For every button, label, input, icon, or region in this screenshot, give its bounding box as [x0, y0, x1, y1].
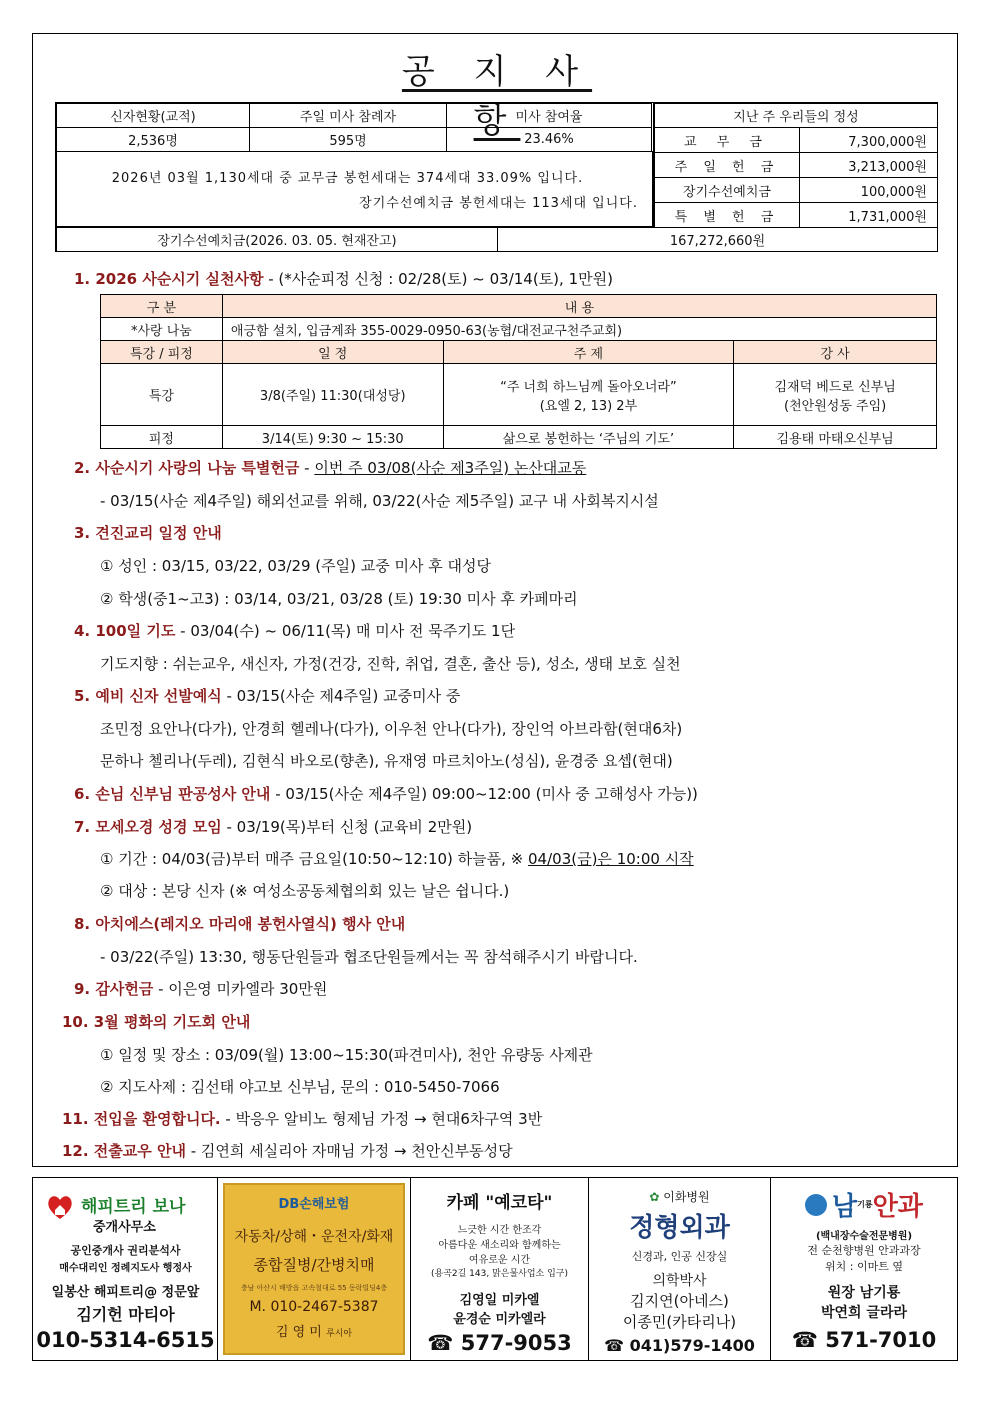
r2-date: 3/14(토) 9:30 ~ 15:30: [222, 426, 443, 449]
note-line2: 장기수선예치금 봉헌세대는 113세대 입니다.: [359, 196, 638, 211]
item-3-sub2: ② 학생(중1~고3) : 03/14, 03/21, 03/28 (토) 19:30 미사 후 카페마리: [100, 590, 578, 608]
th-content: 내 용: [222, 295, 936, 318]
item-6: [74, 783, 698, 804]
item-11-text: - 박응우 알비노 형제님 가정 → 현대6차구역 3반: [220, 1110, 543, 1128]
item-12-text: - 김연희 세실리아 자매님 가정 → 천안신부동성당: [185, 1142, 513, 1160]
td-love-content: 애긍함 설치, 입금계좌 355-0029-0950-63(농협/대전교구천주교회): [222, 318, 936, 341]
item-9: [74, 978, 327, 999]
ad5-person1: 원장 남기룡: [827, 1285, 901, 1301]
value-rate: 23.46%: [446, 127, 652, 152]
ad3-line1: 느긋한 시간 한조각: [457, 1225, 542, 1236]
th2-kind: 특강 / 피정: [101, 341, 223, 364]
item-6-title: 6. 손님 신부님 판공성사 안내: [74, 785, 271, 803]
item-7-sub1-b: 04/03(금)은 10:00 시작: [528, 850, 694, 868]
item-7: [74, 816, 472, 837]
ad1-sub: 중개사무소: [93, 1220, 156, 1235]
item-2-title: 2. 사순시기 사랑의 나눔 특별헌금: [74, 459, 300, 477]
item-12: [62, 1140, 513, 1161]
ad5-name1: 남: [832, 1192, 858, 1222]
ad2-phone: M. 010-2467-5387: [249, 1299, 379, 1315]
item-1-title: 1. 2026 사순시기 실천사항: [74, 270, 264, 288]
phone-icon: ☎: [427, 1331, 454, 1355]
r1-kind: 특강: [101, 364, 223, 426]
item-4-sub: 기도지향 : 쉬는교우, 새신자, 가정(건강, 진학, 취업, 결혼, 출산 등), 성소, 생태 보호 실천: [100, 655, 681, 673]
ad3-line4: (용곡2길 143, 맑은물사업소 입구): [430, 1269, 568, 1279]
ad-orthopedics: [589, 1178, 771, 1360]
item-11: [62, 1108, 542, 1129]
ad2-addr: 충남 아산시 배방읍 고속철대로 55 동락빌딩4층: [240, 1284, 388, 1292]
r1-topic: [443, 364, 734, 426]
r2-topic: 삶으로 봉헌하는 ‘주님의 기도’: [443, 426, 734, 449]
item-11-title: 11. 전입을 환영합니다.: [62, 1110, 221, 1128]
ad1-phone: 010-5314-6515: [36, 1328, 215, 1352]
item-10: [62, 1011, 250, 1032]
r2-kind: 피정: [101, 426, 223, 449]
ad1-person: 김기헌 마티아: [76, 1305, 175, 1324]
ad4-line2: 의학박사: [652, 1273, 707, 1289]
offering-value-2: 100,000원: [799, 177, 938, 203]
item-6-text: - 03/15(사순 제4주일) 09:00~12:00 (미사 중 고해성사 가능)): [270, 785, 698, 803]
item-10-sub2: ② 지도사제 : 김선태 야고보 신부님, 문의 : 010-5450-7066: [100, 1078, 500, 1096]
value-believers: 2,536명: [56, 127, 250, 152]
ad4-name: 정형외과: [629, 1213, 730, 1243]
phone-icon: ☎: [604, 1336, 625, 1355]
ad2-person: 김 영 미: [275, 1325, 322, 1340]
ad5-line1: (백내장수술전문병원): [815, 1231, 913, 1242]
ad1-line3: 일봉산 해피트리@ 정문앞: [51, 1285, 200, 1300]
ad5-line2: 전 순천향병원 안과과장: [807, 1244, 921, 1257]
r1-topic-line2: (요엘 2, 13) 2부: [539, 398, 638, 414]
item-3-sub1: ① 성인 : 03/15, 03/22, 03/29 (주일) 교중 미사 후 대성당: [100, 557, 491, 575]
ad4-hosp: [589, 1188, 770, 1205]
item-3: [74, 522, 222, 543]
item-7-sub2: ② 대상 : 본당 신자 (※ 여성소공동체협의회 있는 날은 쉽니다.): [100, 882, 510, 900]
item-1: [74, 268, 613, 289]
item-8-sub: - 03/22(주일) 13:30, 행동단원들과 협조단원들께서는 꼭 참석해주시기 바랍니다.: [100, 948, 638, 966]
ad1-line1: 공인중개사 권리분석사: [70, 1244, 181, 1257]
r1-lecturer: [734, 364, 937, 426]
th2-topic: 주 제: [443, 341, 734, 364]
offering-label-2: 장기수선예치금: [653, 177, 800, 203]
ad3-line2: 아름다운 새소리와 함께하는: [438, 1240, 561, 1251]
th2-lecturer: 강 사: [734, 341, 937, 364]
ad4-person1: 김지연(아네스): [630, 1292, 729, 1310]
offering-value-3: 1,731,000원: [799, 202, 938, 228]
item-3-title: 3. 견진교리 일정 안내: [74, 524, 222, 542]
r2-lecturer: 김용태 마태오신부님: [734, 426, 937, 449]
offering-label-0: 교 무 금: [653, 127, 800, 153]
item-10-title: 10. 3월 평화의 기도회 안내: [62, 1013, 251, 1031]
item-7-sub1: [100, 848, 694, 869]
header-attendees: 주일 미사 참례자: [249, 103, 447, 128]
r1-lecturer-line2: (천안원성동 주임): [784, 398, 887, 414]
item-7-text: - 03/19(목)부터 신청 (교육비 2만원): [221, 818, 473, 836]
item-5-title: 5. 예비 신자 선발예식: [74, 687, 222, 705]
sponsor-ads: [32, 1177, 958, 1361]
item-9-text: - 이은영 미카엘라 30만원: [153, 980, 328, 998]
balance-value: 167,272,660원: [497, 227, 938, 252]
ad1-name: 해피트리 보나: [81, 1197, 186, 1217]
ad2-person-wrap: [225, 1321, 403, 1340]
ad5-mid: 기룡: [857, 1200, 873, 1209]
item-10-sub1: ① 일정 및 장소 : 03/09(월) 13:00~15:30(파견미사), 천안 유량동 사제관: [100, 1046, 593, 1064]
ad-realty: [33, 1178, 218, 1360]
r1-lecturer-line1: 김재덕 베드로 신부님: [774, 379, 896, 395]
eye-logo-icon: [805, 1194, 827, 1216]
lent-program-table: [100, 294, 937, 449]
item-8-title: 8. 아치에스(레지오 마리애 봉헌사열식) 행사 안내: [74, 915, 406, 933]
balance-label: 장기수선예치금(2026. 03. 05. 현재잔고): [56, 227, 498, 252]
offering-label-3: 특 별 헌 금: [653, 202, 800, 228]
r1-date: 3/8(주일) 11:30(대성당): [222, 364, 443, 426]
heart-house-icon: [45, 1192, 75, 1222]
item-9-title: 9. 감사헌금: [74, 980, 154, 998]
td-love: *사랑 나눔: [101, 318, 223, 341]
item-1-text: - (*사순피정 신청 : 02/28(토) ~ 03/14(토), 1만원): [263, 270, 613, 288]
header-believers: 신자현황(교적): [56, 103, 250, 128]
ad2-brand: DB손해보험: [278, 1197, 350, 1212]
ad3-line3: 여유로운 시간: [468, 1255, 531, 1266]
item-4: [74, 620, 515, 641]
ad-insurance: [218, 1178, 411, 1360]
ad4-phone: 041)579-1400: [629, 1336, 755, 1355]
item-2-sub: - 03/15(사순 제4주일) 해외선교를 위해, 03/22(사순 제5주일) 교구 내 사회복지시설: [100, 492, 659, 510]
ad3-phone-wrap: [411, 1331, 588, 1355]
th2-date: 일 정: [222, 341, 443, 364]
value-attendees: 595명: [249, 127, 447, 152]
note-line1: 2026년 03월 1,130세대 중 교무금 봉헌세대는 374세대 33.09% 입니다.: [111, 171, 584, 186]
ad3-person2: 윤경순 미카엘라: [453, 1312, 546, 1327]
ad-eye-clinic: [771, 1178, 957, 1360]
ad5-phone-wrap: [771, 1328, 957, 1352]
item-2-text: 이번 주 03/08(사순 제3주일) 논산대교동: [314, 459, 587, 477]
item-2: [74, 457, 586, 478]
item-5-text: - 03/15(사순 제4주일) 교중미사 중: [221, 687, 461, 705]
phone-icon: ☎: [791, 1328, 818, 1352]
item-5-sub1: 조민정 요안나(다가), 안경희 헬레나(다가), 이우천 안나(다가), 장인억 아브라함(현대6차): [100, 720, 683, 738]
item-7-title: 7. 모세오경 성경 모임: [74, 818, 222, 836]
ad5-person2: 박연희 글라라: [820, 1305, 908, 1321]
item-5-sub2: 문하나 첼리나(두레), 김현식 바오로(향촌), 유재영 마르치아노(성심), 윤경중 요셉(현대): [100, 752, 673, 770]
offering-label-1: 주 일 헌 금: [653, 152, 800, 178]
ad1-line2: 매수대리인 정례지도사 행정사: [59, 1263, 192, 1274]
ad2-line2: 종합질병/간병치매: [253, 1256, 375, 1274]
th-kind: 구 분: [101, 295, 223, 318]
item-7-sub1-a: ① 기간 : 04/03(금)부터 매주 금요일(10:50~12:10) 하늘품, ※: [100, 850, 529, 868]
ad3-person1: 김영일 미카엘: [459, 1293, 540, 1308]
header-rate: 미사 참여율: [446, 103, 652, 128]
item-12-title: 12. 전출교우 안내: [62, 1142, 186, 1160]
page-title: 공 지 사 항: [401, 52, 593, 141]
header-offering: 지난 주 우리들의 정성: [653, 103, 938, 128]
stats-note: [56, 151, 653, 227]
ad4-phone-wrap: [589, 1336, 770, 1355]
ad3-phone: 577-9053: [460, 1331, 572, 1355]
item-4-title: 4. 100일 기도: [74, 622, 176, 640]
ad5-phone: 571-7010: [825, 1328, 937, 1352]
ad2-saint: 루시아: [326, 1329, 353, 1339]
item-2-dash: -: [299, 459, 315, 477]
item-5: [74, 685, 460, 706]
ad2-card: [223, 1183, 405, 1355]
ad4-line1: 신경과, 인공 신장실: [631, 1250, 728, 1263]
ad-cafe: [411, 1178, 589, 1360]
item-8: [74, 913, 405, 934]
offering-value-1: 3,213,000원: [799, 152, 938, 178]
ad4-hosp-name: 이화병원: [663, 1190, 710, 1204]
r1-topic-line1: “주 너희 하느님께 돌아오너라”: [500, 379, 677, 395]
stats-table: [55, 102, 938, 252]
ad5-logo: [771, 1186, 957, 1223]
ad5-name2: 안과: [872, 1192, 923, 1222]
ad5-line3: 위치 : 이마트 옆: [825, 1260, 903, 1273]
ad2-line1: 자동차/상해・운전자/화재: [234, 1229, 394, 1245]
hospital-logo-icon: ✿: [649, 1190, 660, 1204]
offering-value-0: 7,300,000원: [799, 127, 938, 153]
ad4-person2: 이종민(카타리나): [622, 1313, 737, 1331]
ad3-name: 카페 "예코타": [446, 1193, 553, 1213]
item-4-text: - 03/04(수) ~ 06/11(목) 매 미사 전 묵주기도 1단: [175, 622, 516, 640]
